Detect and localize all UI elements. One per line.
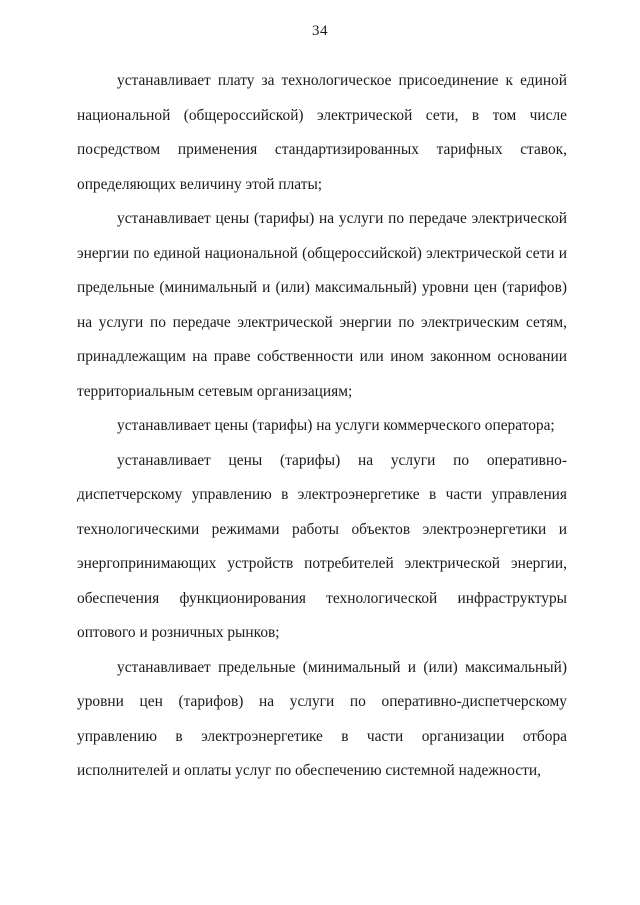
- document-body: [77, 64, 567, 789]
- paragraph-connection-fee: устанавливает плату за технологическое присоединение к единой национальной (общероссийской) электрической сети, в том числе посредством применения стандартизированных тарифных ставок, определяющих величину этой платы;: [77, 72, 567, 193]
- paragraph-dispatch-price-limits: устанавливает предельные (минимальный и (или) максимальный) уровни цен (тарифов) на услуги по оперативно-диспетчерскому управлению в электроэнергетике в части организации отбора исполнителей и оплаты услуг по обеспечению системной надежности,: [77, 658, 567, 779]
- page-number: 34: [312, 23, 328, 39]
- paragraph-transmission-tariffs: устанавливает цены (тарифы) на услуги по передаче электрической энергии по единой национальной (общероссийской) электрической сети и предельные (минимальный и (или) максимальный) уровни цен (тарифов) на услуги по передаче электрической энергии по электрическим сетям, принадлежащим на праве собственности или ином законном основании территориальным сетевым организациям;: [77, 210, 567, 400]
- paragraph-dispatch-tariffs: устанавливает цены (тарифы) на услуги по оперативно-диспетчерскому управлению в электроэнергетике в части управления технологическими режимами работы объектов электроэнергетики и энергопринимающих устройств потребителей электрической энергии, обеспечения функционирования технологической инфраструктуры оптового и розничных рынков;: [77, 451, 567, 641]
- paragraph-commercial-operator: устанавливает цены (тарифы) на услуги коммерческого оператора;: [117, 417, 555, 434]
